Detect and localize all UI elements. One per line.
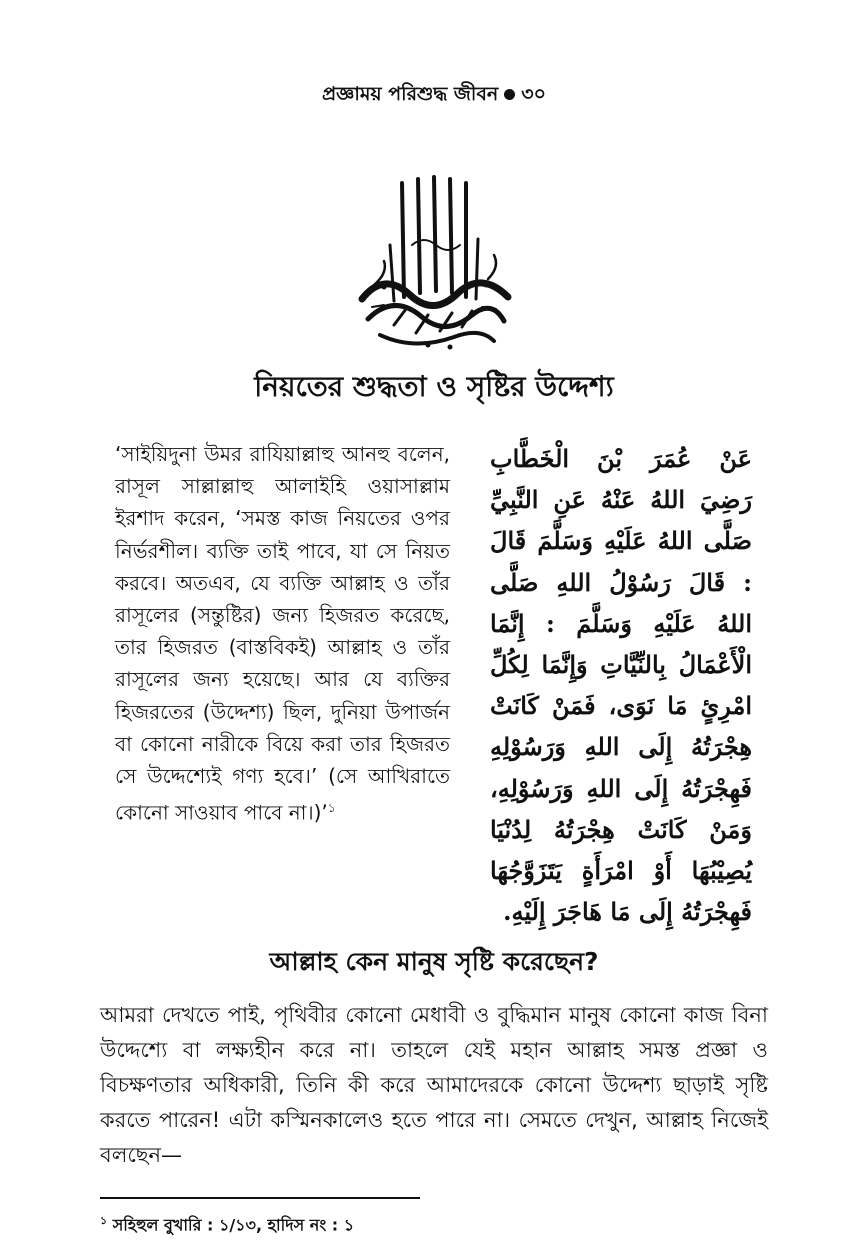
body-paragraph: [100, 998, 768, 1173]
footnote-text: সহিহুল বুখারি : ১/১৩, হাদিস নং : ১: [112, 1215, 355, 1235]
book-title: প্রজ্ঞাময় পরিশুদ্ধ জীবন: [322, 83, 499, 105]
footnote-reference[interactable]: ১: [327, 801, 336, 816]
hadith-bangla-translation: [115, 438, 450, 829]
running-head: [0, 80, 868, 112]
hadith-bangla-text: ‘সাইয়িদুনা উমর রাযিয়াল্লাহু আনহু বলেন, রাসূল সাল্লাল্লাহু আলাইহি ওয়াসাল্লাম ইরশাদ করেন, ‘সমস্ত কাজ নিয়তের ওপর নির্ভরশীল। ব্যক্তি তাই পাবে, যা সে নিয়ত করবে। অতএব, যে ব্যক্তি আল্লাহ ও তাঁর রাসূলের (সন্তুষ্টির) জন্য হিজরত করেছে, তার হিজরত (বাস্তবিকই) আল্লাহ ও তাঁর রাসূলের জন্য হয়েছে। আর যে ব্যক্তির হিজরতের (উদ্দেশ্য) ছিল, দুনিয়া উপার্জন বা কোনো নারীকে বিয়ে করা তার হিজরত সে উদ্দেশ্যেই গণ্য হবে।’ (সে আখিরাতে কোনো সাওয়াব পাবে না।)’: [115, 442, 450, 825]
purpose-paragraph: আমরা দেখতে পাই, পৃথিবীর কোনো মেধাবী ও বুদ্ধিমান মানুষ কোনো কাজ বিনা উদ্দেশ্যে বা লক্ষ্যহীন করে না। তাহলে যেই মহান আল্লাহ সমস্ত প্রজ্ঞা ও বিচক্ষণতার অধিকারী, তিনি কী করে আমাদেরকে কোনো উদ্দেশ্য ছাড়াই সৃষ্টি করতে পারেন! এটা কস্মিনকালেও হতে পারে না। সেমতে দেখুন, আল্লাহ নিজেই বলছেন—: [100, 1003, 768, 1167]
section-title-niyat: নিয়তের শুদ্ধতা ও সৃষ্টির উদ্দেশ্য: [254, 370, 614, 403]
bullet-dot-icon: [504, 89, 515, 100]
page-number: ৩০: [521, 83, 546, 105]
footnote-divider: [100, 1197, 420, 1199]
bismillah-calligraphy-icon: [354, 175, 514, 355]
hadith-arabic-paragraph: عَنْ عُمَرَ بْنَ الْخَطَّابِ رَضِيَ اللهُ عَنْهُ عَنِ النَّبِيِّ صَلَّى اللهُ عَلَيْهِ وَسَلَّمَ قَالَ : قَالَ رَسُوْلُ اللهِ صَلَّى اللهُ عَلَيْهِ وَسَلَّمَ : إِنَّمَا الْأَعْمَالُ بِالنِّيَّاتِ وَإِنَّمَا لِكُلِّ امْرِئٍ مَا نَوَى، فَمَنْ كَانَتْ هِجْرَتُهُ إِلَى اللهِ وَرَسُوْلِهِ فَهِجْرَتُهُ إِلَى اللهِ وَرَسُوْلِهِ، وَمَنْ كَانَتْ هِجْرَتُهُ لِدُنْيَا يُصِيْبُهَا أَوْ امْرَأَةٍ يَتَزَوَّجُهَا فَهِجْرَتُهُ إِلَى مَا هَاجَرَ إِلَيْهِ.: [490, 444, 752, 927]
footnote-marker: ১: [100, 1214, 108, 1227]
hadith-arabic-text: [490, 438, 752, 932]
footnote: [100, 1212, 354, 1239]
section-title-purpose-of-creation: আল্লাহ কেন মানুষ সৃষ্টি করেছেন?: [269, 947, 599, 976]
